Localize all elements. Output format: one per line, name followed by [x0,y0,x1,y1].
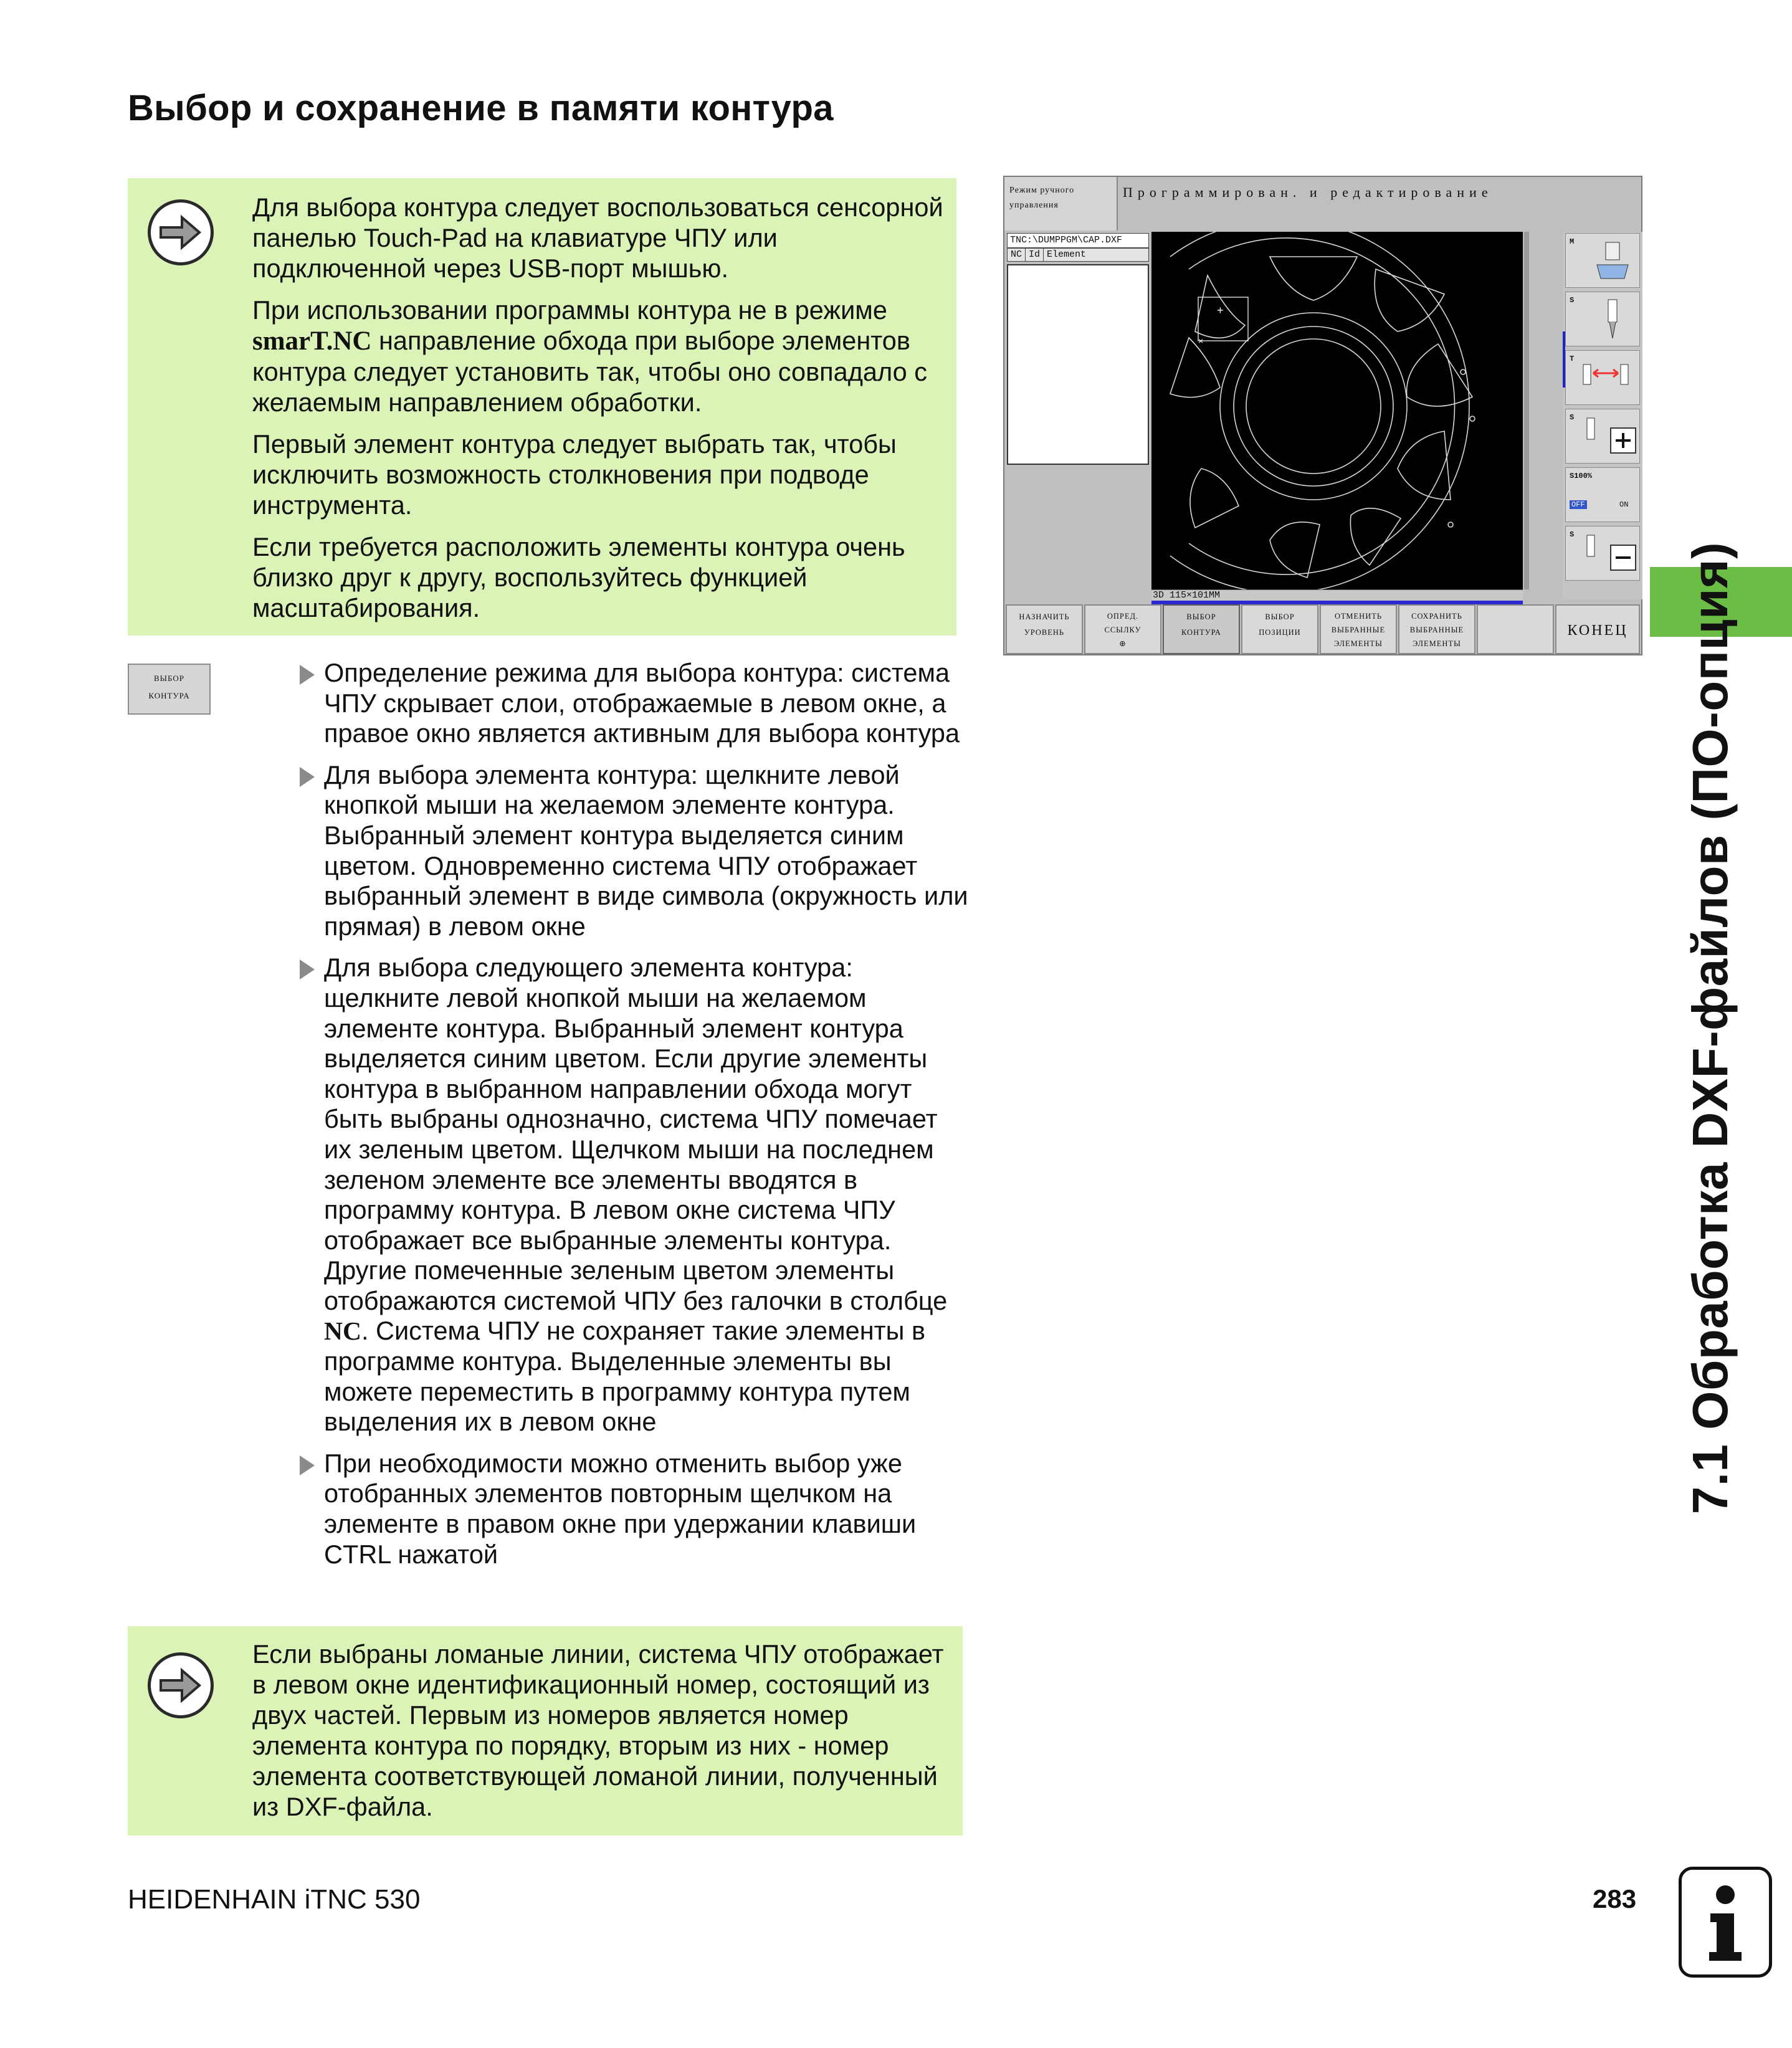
softkey-line: СОХРАНИТЬ [1411,612,1462,621]
mode-line: управления [1009,201,1059,210]
off-indicator: OFF [1570,500,1587,509]
side-label: S [1570,413,1575,422]
softkey-line: ВЫБРАННЫЕ [1409,626,1464,634]
spindle-override-button[interactable] [1565,467,1640,522]
arrow-right-icon [148,1652,214,1718]
vertical-scrollbar[interactable] [1524,232,1529,589]
softkey-line: УРОВЕНЬ [1024,628,1065,637]
softkey-line: ЭЛЕМЕНТЫ [1413,639,1461,648]
softkey-select-contour[interactable] [1163,604,1240,654]
mode-line: Режим ручного [1009,186,1075,195]
step-text: Определение режима для выбора контура: система ЧПУ скрывает слои, отображаемые в левом окне, а правое окно является активным для выбора контура [324,658,960,748]
footer-product: HEIDENHAIN iTNC 530 [128,1884,421,1915]
crosshair-icon: ⊕ [1119,639,1127,648]
note-paragraph: Первый элемент контура следует выбрать так, чтобы исключить возможность столкновения при подводе инструмента. [252,429,897,520]
plus-icon [1571,414,1638,459]
spindle-button[interactable] [1565,292,1640,346]
softkey-end[interactable]: КОНЕЦ [1555,604,1640,654]
page-number: 283 [1593,1884,1637,1913]
note-paragraph: Если требуется расположить элементы контура очень близко друг к другу, воспользуйтесь функцией масштабирования. [252,532,905,622]
step-item [296,658,969,749]
softkey-line: ПОЗИЦИИ [1259,628,1301,637]
note-box-top [128,178,956,636]
side-label: S [1570,296,1575,305]
softkey-line: ССЫЛКУ [1104,626,1141,634]
side-label: S [1570,530,1575,539]
operating-mode-label [1004,177,1118,231]
note-text-run: При использовании программы контура не в режиме [252,295,887,325]
softkey-line: ВЫБОР [1186,612,1216,621]
side-label: M [1570,237,1575,246]
softkey-line: ВЫБРАННЫЕ [1331,626,1386,634]
softkey-line: ВЫБОР [153,674,184,683]
note-top-text [252,192,944,634]
dxf-graphic-view[interactable] [1151,232,1523,589]
step-item [296,953,969,1437]
note-paragraph [252,295,944,417]
on-indicator: ON [1619,500,1629,509]
step-text: . Система ЧПУ не сохраняет такие элементы в программе контура. Выделенные элементы вы можете переместить в программу контура путем выделения их в левом окне [324,1316,926,1437]
softkey-empty[interactable] [1477,604,1554,654]
softkey-assign-layer[interactable] [1006,604,1083,654]
step-text: Для выбора следующего элемента контура: щелкните левой кнопкой мыши на желаемом элементе контура. Выбранный элемент контура выделяется синим цветом. Если другие элементы контура в выбранном направлении обхода могут быть выбраны однозначно, система ЧПУ помечает их зеленым цветом. Щелчком мыши на последнем зеленом элементе все элементы вводятся в программу контура. В левом окне система ЧПУ отображает все выбранные элементы контура. Другие помеченные зеленым цветом элементы отображаются системой ЧПУ без галочки в столбце [324,953,948,1315]
tool-change-icon [1575,355,1637,402]
element-list[interactable] [1007,264,1149,465]
column-element: Element [1047,249,1087,260]
note-text-run: направление обхода при выборе элементов контура следует установить так, чтобы оно совпадало с желаемым направлением обработки. [252,326,928,417]
svg-text:+: + [1217,305,1224,318]
step-text: Для выбора элемента контура: щелкните левой кнопкой мыши на желаемом элементе контура. Выбранный элемент контура выделяется синим цветом. Одновременно система ЧПУ отображает выбранный элемент в виде символа (окружность или прямая) в левом окне [324,760,968,941]
svg-text:×: × [1198,337,1204,347]
step-text: При необходимости можно отменить выбор уже отобранных элементов повторным щелчком на элементе в правом окне при удержании клавиши CTRL нажатой [324,1448,917,1569]
spindle-plus-button[interactable] [1565,409,1640,464]
nc-column-term: NC [324,1317,361,1346]
tnc-screenshot [1003,176,1642,655]
softkey-line: КОНТУРА [1181,628,1221,637]
softkey-set-reference[interactable] [1084,604,1161,654]
arrow-right-icon [148,199,214,265]
chapter-heading: 7.1 Обработка DXF-файлов (ПО-опция) [1682,541,1738,1515]
softkey-cancel-selected[interactable] [1320,604,1397,654]
column-nc: NC [1008,249,1026,261]
note-paragraph: Для выбора контура следует воспользоваться сенсорной панелью Touch-Pad на клавиатуре ЧПУ или подключенной через USB-порт мышью. [252,193,943,283]
note-bottom-text: Если выбраны ломаные линии, система ЧПУ отображает в левом окне идентификационный номер, состоящий из двух частей. Первым из номеров является номер элемента контура по порядку, вторым из них - номер элемента соответствующей ломаной линии, полученный из DXF-файла. [252,1639,944,1821]
softkey-line: НАЗНАЧИТЬ [1019,612,1070,621]
file-path: TNC:\DUMPPGM\CAP.DXF [1007,233,1149,248]
spindle-icon [1591,297,1634,343]
smartnc-term: smarT.NC [252,326,372,356]
right-softkey-bar [1563,232,1642,599]
info-icon [1679,1867,1772,1978]
note-box-bottom [128,1626,963,1836]
view-status: 3D 115×101MM [1151,589,1523,601]
softkey-line: ЭЛЕМЕНТЫ [1334,639,1383,648]
softkey-line: ОТМЕНИТЬ [1334,612,1383,621]
step-item [296,1449,969,1569]
contour-drawing [1151,232,1523,589]
tool-button[interactable] [1565,350,1640,405]
element-list-header [1007,248,1149,262]
triangle-bullet-icon [300,960,315,979]
side-label: S100% [1570,472,1593,480]
minus-icon [1571,531,1638,576]
page-title: Выбор и сохранение в памяти контура [128,88,834,128]
m-function-button[interactable] [1565,233,1640,288]
side-label: T [1570,355,1575,363]
column-id: Id [1026,249,1044,261]
triangle-bullet-icon [300,1455,315,1475]
triangle-bullet-icon [300,665,315,685]
spindle-minus-button[interactable] [1565,526,1640,581]
select-contour-softkey [128,664,211,715]
softkey-line: КОНТУРА [148,691,190,700]
softkey-line: ВЫБОР [1265,612,1295,621]
softkey-select-position[interactable] [1241,604,1318,654]
softkey-save-selected[interactable] [1398,604,1475,654]
steps-list [296,658,969,1581]
coolant-icon [1591,240,1634,283]
triangle-bullet-icon [300,767,315,787]
softkey-line: ОПРЕД. [1107,612,1139,621]
screen-title: Программирован. и редактирование [1123,184,1493,200]
step-item [296,760,969,942]
softkey-row [1004,604,1641,654]
